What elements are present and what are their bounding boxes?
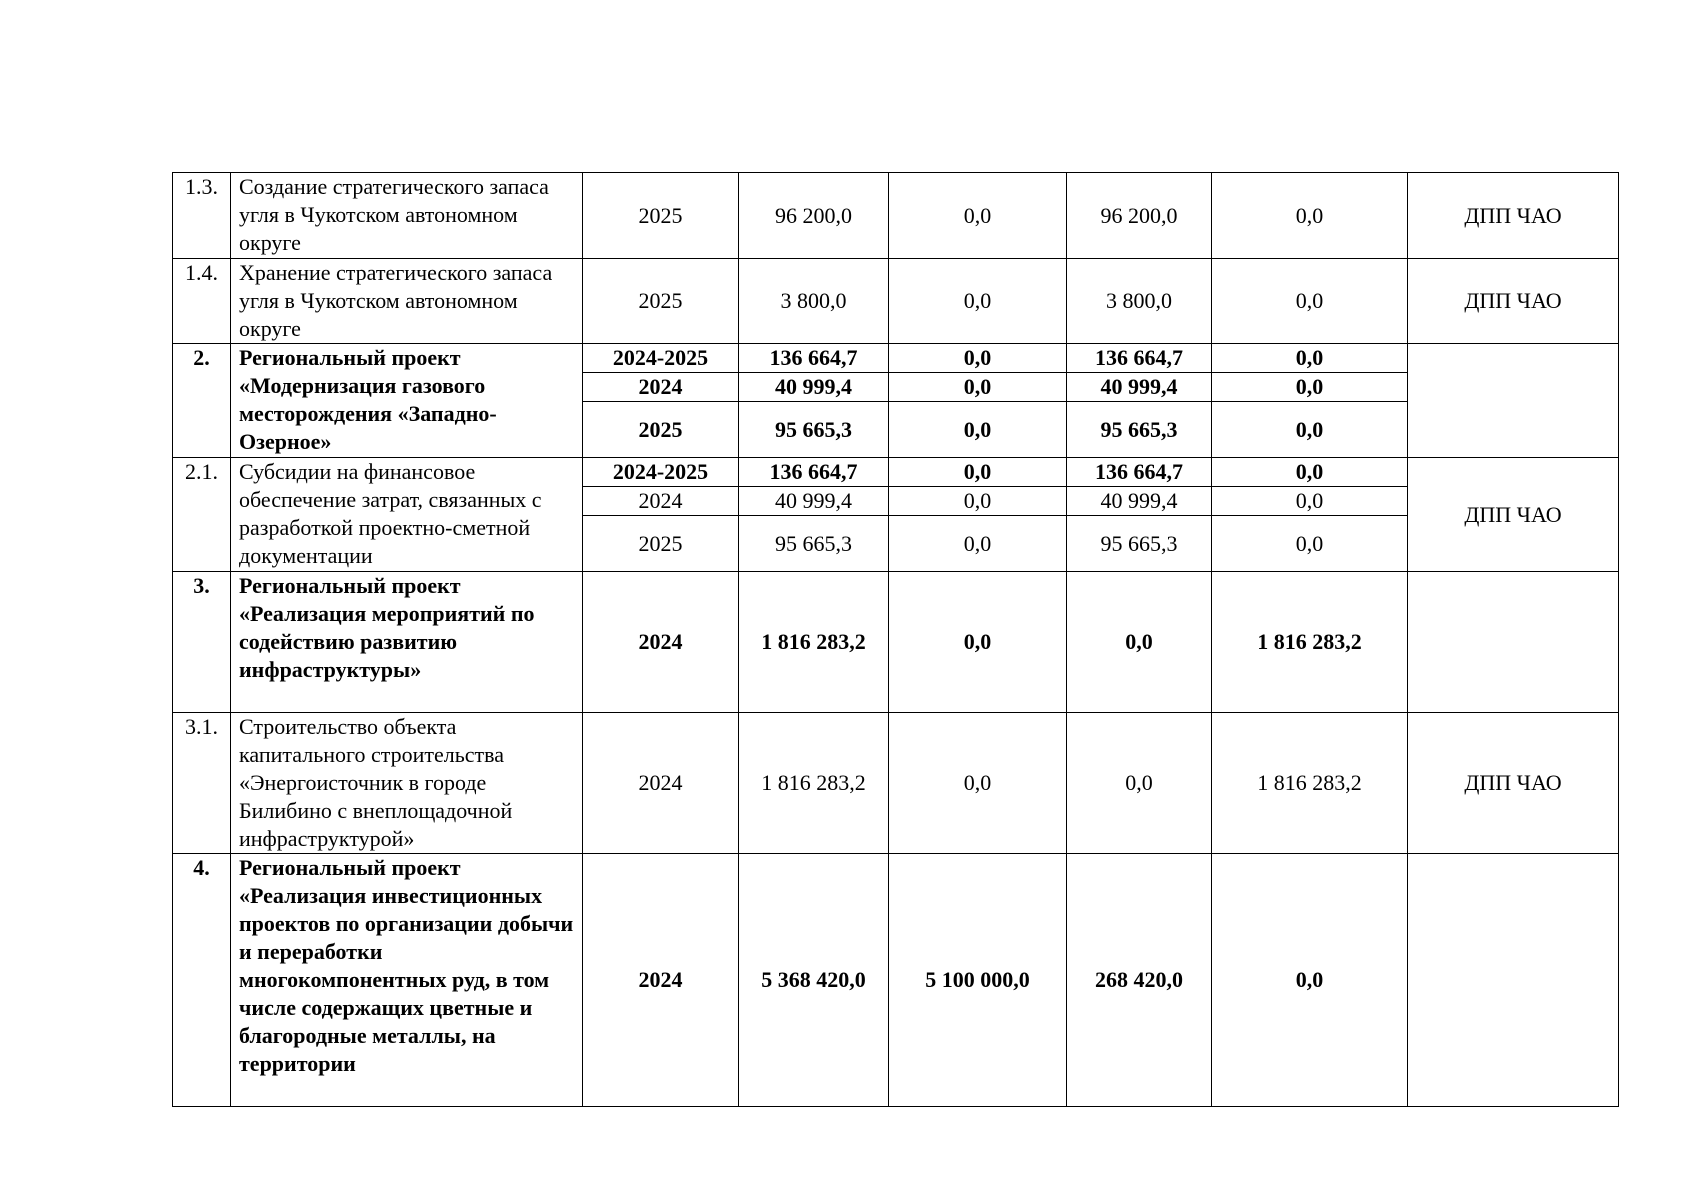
federal-budget-cell: 0,0 bbox=[889, 402, 1067, 458]
other-sources-cell: 0,0 bbox=[1212, 344, 1408, 373]
row-title: Региональный проект «Реализация инвестиционных проектов по организации добычи и переработки многокомпонентных руд, в том числе содержащих цветные и благородные металлы, на территории bbox=[231, 854, 583, 1107]
row-title: Создание стратегического запаса угля в Чукотском автономном округе bbox=[231, 173, 583, 259]
year-cell: 2024 bbox=[583, 854, 739, 1107]
row-number: 4. bbox=[173, 854, 231, 1107]
year-cell: 2024 bbox=[583, 713, 739, 854]
regional-budget-cell: 40 999,4 bbox=[1067, 373, 1212, 402]
executor-cell bbox=[1408, 854, 1619, 1107]
other-sources-cell: 1 816 283,2 bbox=[1212, 713, 1408, 854]
total-cell: 40 999,4 bbox=[739, 487, 889, 516]
other-sources-cell: 0,0 bbox=[1212, 373, 1408, 402]
row-number: 2.1. bbox=[173, 458, 231, 572]
total-cell: 136 664,7 bbox=[739, 458, 889, 487]
regional-budget-cell: 0,0 bbox=[1067, 572, 1212, 713]
year-cell: 2024-2025 bbox=[583, 458, 739, 487]
executor-cell bbox=[1408, 572, 1619, 713]
total-cell: 136 664,7 bbox=[739, 344, 889, 373]
table-row bbox=[173, 458, 1619, 487]
row-number: 1.4. bbox=[173, 259, 231, 344]
regional-budget-cell: 3 800,0 bbox=[1067, 259, 1212, 344]
regional-budget-cell: 96 200,0 bbox=[1067, 173, 1212, 259]
year-cell: 2025 bbox=[583, 402, 739, 458]
federal-budget-cell: 0,0 bbox=[889, 572, 1067, 713]
other-sources-cell: 0,0 bbox=[1212, 173, 1408, 259]
regional-budget-cell: 95 665,3 bbox=[1067, 402, 1212, 458]
row-title: Строительство объекта капитального строительства «Энергоисточник в городе Билибино с внеплощадочной инфраструктурой» bbox=[231, 713, 583, 854]
year-cell: 2024 bbox=[583, 572, 739, 713]
regional-budget-cell: 268 420,0 bbox=[1067, 854, 1212, 1107]
year-cell: 2025 bbox=[583, 259, 739, 344]
federal-budget-cell: 0,0 bbox=[889, 259, 1067, 344]
row-number: 2. bbox=[173, 344, 231, 458]
other-sources-cell: 1 816 283,2 bbox=[1212, 572, 1408, 713]
total-cell: 1 816 283,2 bbox=[739, 713, 889, 854]
row-title: Региональный проект «Модернизация газового месторождения «Западно-Озерное» bbox=[231, 344, 583, 458]
other-sources-cell: 0,0 bbox=[1212, 516, 1408, 572]
total-cell: 95 665,3 bbox=[739, 516, 889, 572]
year-cell: 2024 bbox=[583, 373, 739, 402]
executor-cell: ДПП ЧАО bbox=[1408, 173, 1619, 259]
year-cell: 2025 bbox=[583, 516, 739, 572]
row-number: 3. bbox=[173, 572, 231, 713]
other-sources-cell: 0,0 bbox=[1212, 402, 1408, 458]
federal-budget-cell: 0,0 bbox=[889, 458, 1067, 487]
table-row bbox=[173, 259, 1619, 344]
row-title: Региональный проект «Реализация мероприятий по содействию развитию инфраструктуры» bbox=[231, 572, 583, 713]
table-row bbox=[173, 173, 1619, 259]
total-cell: 1 816 283,2 bbox=[739, 572, 889, 713]
other-sources-cell: 0,0 bbox=[1212, 458, 1408, 487]
regional-budget-cell: 0,0 bbox=[1067, 713, 1212, 854]
year-cell: 2025 bbox=[583, 173, 739, 259]
federal-budget-cell: 0,0 bbox=[889, 173, 1067, 259]
row-title: Субсидии на финансовое обеспечение затрат, связанных с разработкой проектно-сметной документации bbox=[231, 458, 583, 572]
year-cell: 2024-2025 bbox=[583, 344, 739, 373]
table-row bbox=[173, 572, 1619, 713]
regional-budget-cell: 40 999,4 bbox=[1067, 487, 1212, 516]
regional-budget-cell: 136 664,7 bbox=[1067, 458, 1212, 487]
other-sources-cell: 0,0 bbox=[1212, 854, 1408, 1107]
total-cell: 5 368 420,0 bbox=[739, 854, 889, 1107]
total-cell: 3 800,0 bbox=[739, 259, 889, 344]
executor-cell: ДПП ЧАО bbox=[1408, 458, 1619, 572]
row-number: 3.1. bbox=[173, 713, 231, 854]
row-title: Хранение стратегического запаса угля в Чукотском автономном округе bbox=[231, 259, 583, 344]
regional-budget-cell: 95 665,3 bbox=[1067, 516, 1212, 572]
other-sources-cell: 0,0 bbox=[1212, 259, 1408, 344]
table-row bbox=[173, 713, 1619, 854]
federal-budget-cell: 5 100 000,0 bbox=[889, 854, 1067, 1107]
executor-cell: ДПП ЧАО bbox=[1408, 713, 1619, 854]
table-row bbox=[173, 344, 1619, 373]
total-cell: 96 200,0 bbox=[739, 173, 889, 259]
year-cell: 2024 bbox=[583, 487, 739, 516]
total-cell: 95 665,3 bbox=[739, 402, 889, 458]
federal-budget-cell: 0,0 bbox=[889, 516, 1067, 572]
total-cell: 40 999,4 bbox=[739, 373, 889, 402]
federal-budget-cell: 0,0 bbox=[889, 713, 1067, 854]
federal-budget-cell: 0,0 bbox=[889, 344, 1067, 373]
executor-cell bbox=[1408, 344, 1619, 458]
row-number: 1.3. bbox=[173, 173, 231, 259]
federal-budget-cell: 0,0 bbox=[889, 487, 1067, 516]
federal-budget-cell: 0,0 bbox=[889, 373, 1067, 402]
funding-table bbox=[172, 172, 1619, 1107]
executor-cell: ДПП ЧАО bbox=[1408, 259, 1619, 344]
regional-budget-cell: 136 664,7 bbox=[1067, 344, 1212, 373]
table-row bbox=[173, 854, 1619, 1107]
other-sources-cell: 0,0 bbox=[1212, 487, 1408, 516]
